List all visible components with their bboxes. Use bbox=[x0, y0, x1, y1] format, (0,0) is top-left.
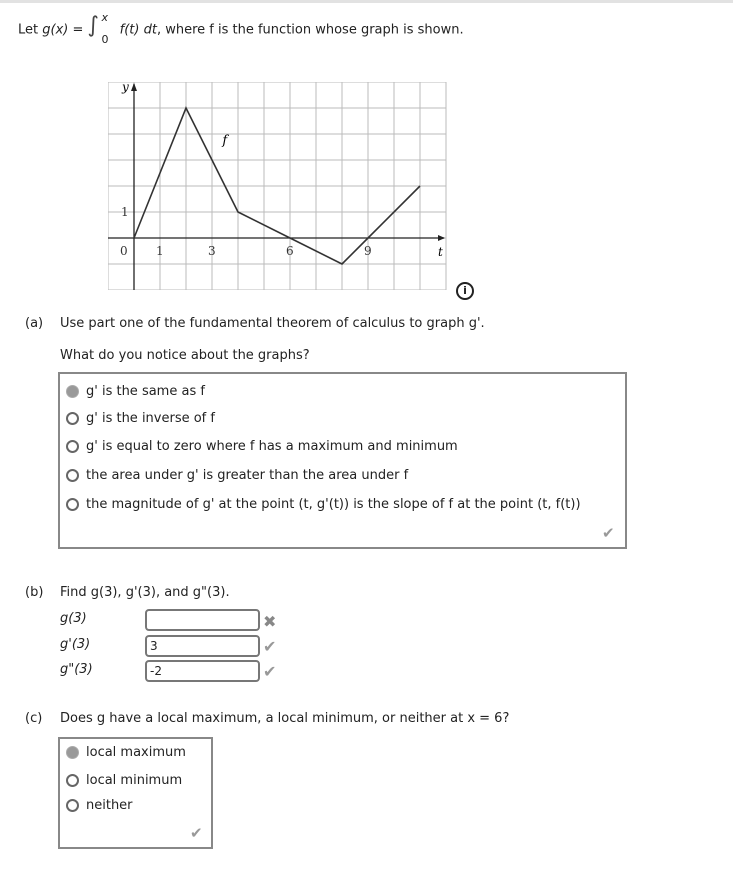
function-graph bbox=[108, 82, 448, 290]
part-a-options bbox=[58, 372, 627, 549]
g-of-x: g(x) bbox=[42, 22, 69, 38]
integrand: f(t) dt bbox=[119, 22, 157, 38]
option-label: local minimum bbox=[86, 773, 183, 788]
check-icon: ✔ bbox=[263, 637, 277, 656]
radio-selected[interactable] bbox=[66, 746, 79, 759]
option-label: the area under g' is greater than the area under f bbox=[86, 468, 409, 483]
y-axis-label: y bbox=[122, 82, 129, 94]
option-local-minimum[interactable] bbox=[66, 773, 182, 788]
part-a-subquestion: What do you notice about the graphs? bbox=[60, 348, 310, 363]
tick-label-t: 3 bbox=[208, 244, 216, 258]
integral-sign: ∫ bbox=[87, 13, 99, 38]
part-b-label: (b) bbox=[25, 585, 44, 600]
lower-limit: 0 bbox=[101, 33, 109, 46]
upper-limit: x bbox=[101, 11, 109, 24]
cross-icon: ✖ bbox=[263, 612, 277, 631]
radio[interactable] bbox=[66, 498, 79, 511]
gdoubleprime3-input[interactable]: -2 bbox=[145, 660, 260, 682]
intro-prefix: Let bbox=[18, 22, 43, 38]
tick-label-t: 9 bbox=[364, 244, 372, 258]
top-border bbox=[0, 0, 733, 3]
radio[interactable] bbox=[66, 799, 79, 812]
radio-selected[interactable] bbox=[66, 385, 79, 398]
t-axis-label: t bbox=[438, 245, 443, 259]
intro-suffix: , where f is the function whose graph is shown. bbox=[156, 22, 464, 38]
check-icon: ✔ bbox=[190, 824, 203, 842]
gdoubleprime3-label: g"(3) bbox=[60, 662, 93, 677]
part-c-options bbox=[58, 737, 213, 849]
tick-label-t: 0 bbox=[120, 244, 128, 258]
option-same-as-f[interactable] bbox=[66, 384, 205, 399]
tick-label-t: 6 bbox=[286, 244, 294, 258]
option-label: g' is the inverse of f bbox=[86, 411, 215, 426]
tick-label-t: 1 bbox=[156, 244, 164, 258]
option-label: g' is the same as f bbox=[86, 384, 205, 399]
radio[interactable] bbox=[66, 412, 79, 425]
radio[interactable] bbox=[66, 440, 79, 453]
option-label: g' is equal to zero where f has a maximum and minimum bbox=[86, 439, 458, 454]
part-c-question: Does g have a local maximum, a local minimum, or neither at x = 6? bbox=[60, 711, 510, 726]
check-icon: ✔ bbox=[602, 524, 615, 542]
option-inverse[interactable] bbox=[66, 411, 215, 426]
part-a-question: Use part one of the fundamental theorem of calculus to graph g'. bbox=[60, 316, 485, 331]
f-label: f bbox=[222, 133, 228, 149]
option-local-maximum[interactable] bbox=[66, 745, 186, 760]
g3-label: g(3) bbox=[60, 611, 87, 626]
option-neither[interactable] bbox=[66, 798, 133, 813]
check-icon: ✔ bbox=[263, 662, 277, 681]
option-label: neither bbox=[86, 798, 133, 813]
problem-intro bbox=[18, 11, 464, 46]
y-axis-arrow bbox=[131, 83, 137, 91]
option-area-greater[interactable] bbox=[66, 468, 408, 483]
integral bbox=[87, 11, 116, 46]
part-a-label: (a) bbox=[25, 316, 44, 331]
part-b-question: Find g(3), g'(3), and g"(3). bbox=[60, 585, 230, 600]
t-axis-arrow bbox=[438, 235, 445, 241]
info-icon[interactable]: i bbox=[456, 282, 474, 300]
part-c-label: (c) bbox=[25, 711, 43, 726]
option-label: local maximum bbox=[86, 745, 186, 760]
g3-input[interactable] bbox=[145, 609, 260, 631]
option-label: the magnitude of g' at the point (t, g'(t)) is the slope of f at the point (t, f(t)) bbox=[86, 497, 581, 512]
radio[interactable] bbox=[66, 774, 79, 787]
tick-label-y: 1 bbox=[121, 205, 129, 219]
gprime3-label: g'(3) bbox=[60, 637, 91, 652]
radio[interactable] bbox=[66, 469, 79, 482]
equals: = bbox=[68, 22, 88, 38]
option-zero-at-extrema[interactable] bbox=[66, 439, 458, 454]
option-magnitude-slope[interactable] bbox=[66, 497, 581, 512]
gprime3-input[interactable]: 3 bbox=[145, 635, 260, 657]
